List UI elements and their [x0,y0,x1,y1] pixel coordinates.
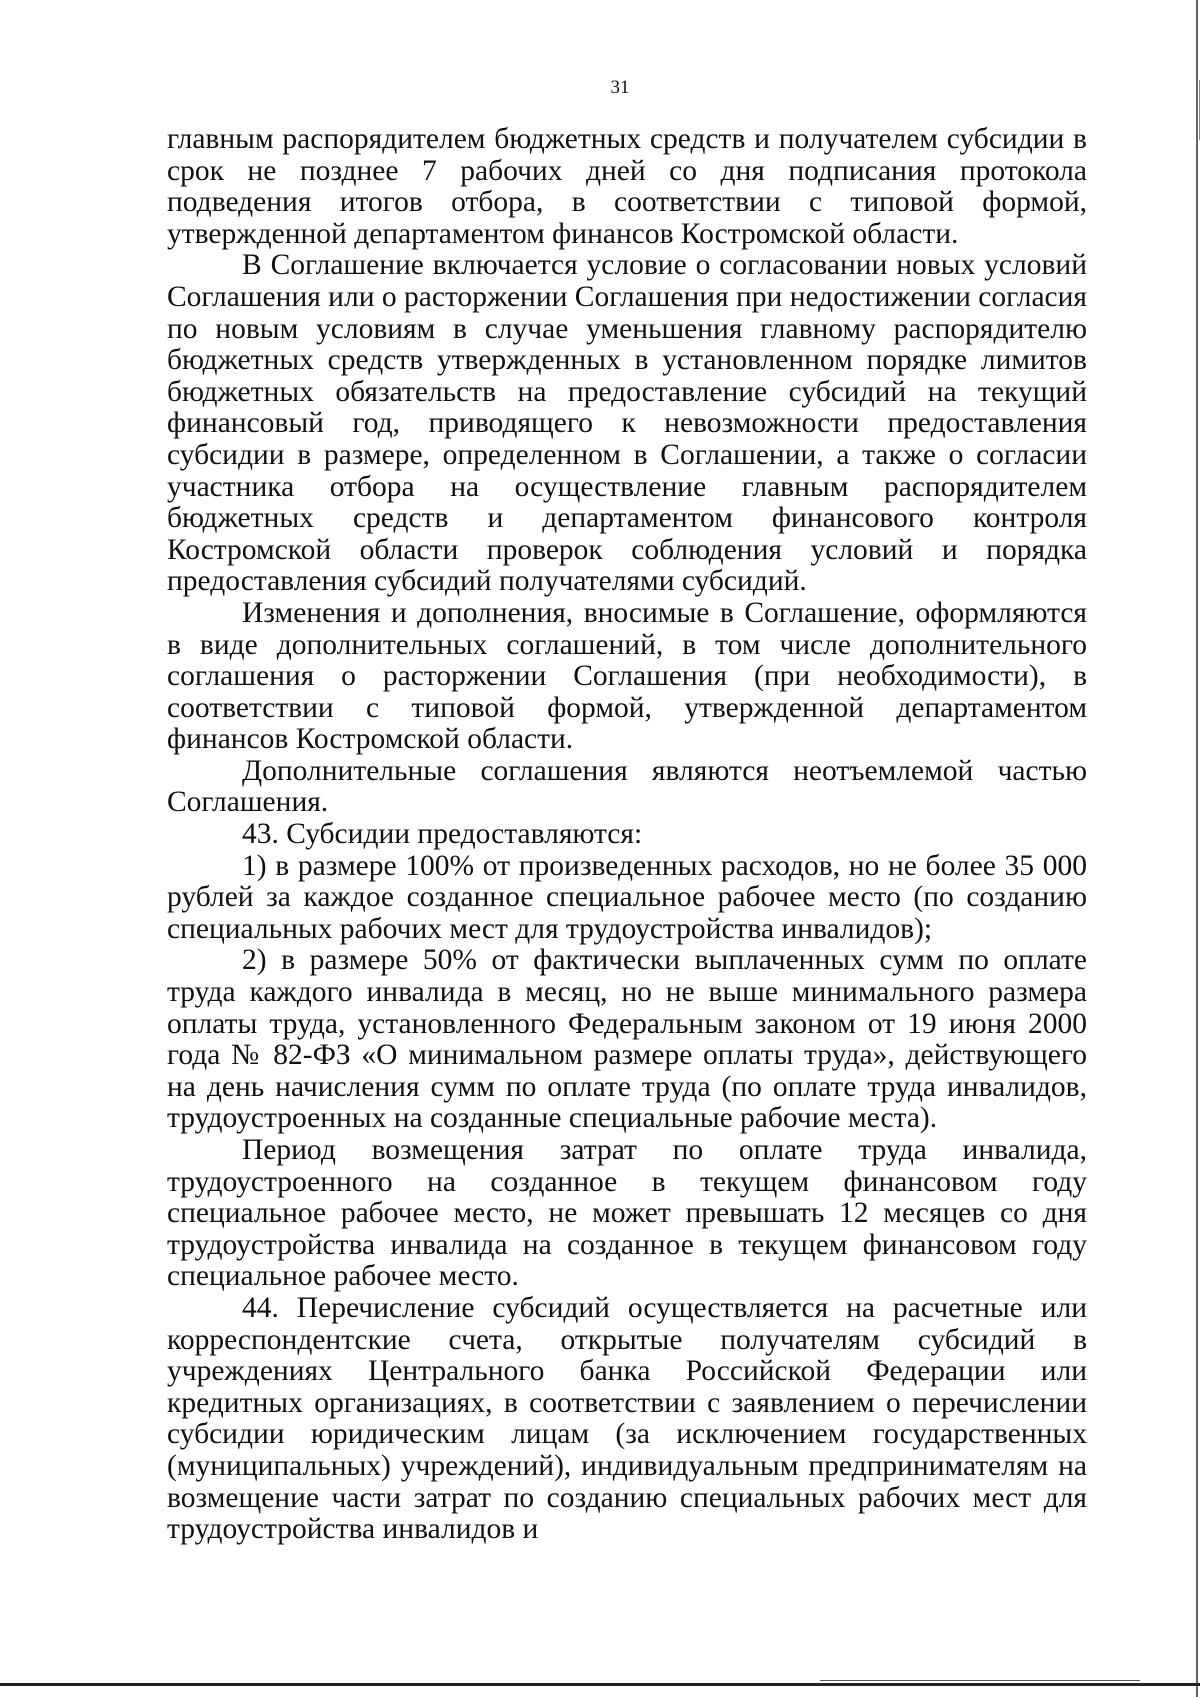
scan-bottom-thin-line [820,1680,1140,1681]
paragraph-amendments: Изменения и дополнения, вносимые в Соглашение, оформляются в виде дополнительных соглашений, в том числе дополнительного соглашения о расторжении Соглашения (при необходимости), в соответствии с типовой формой, утвержденной департаментом финансов Костромской области. [167,596,1087,756]
paragraph-item-43-subitem-1: 1) в размере 100% от произведенных расходов, но не более 35 000 рублей за каждое созданное специальное рабочее место (по созданию специальных рабочих мест для трудоустройства инвалидов); [167,849,1087,945]
paragraph-item-43-subitem-2: 2) в размере 50% от фактически выплаченных сумм по оплате труда каждого инвалида в месяц, но не выше минимального размера оплаты труда, установленного Федеральным законом от 19 июня 2000 года № 82-ФЗ «О минимальном размере оплаты труда», действующего на день начисления сумм по оплате труда (по оплате труда инвалидов, трудоустроенных на созданные специальные рабочие места). [167,944,1087,1135]
paragraph-item-43-heading: 43. Субсидии предоставляются: [242,818,643,851]
scan-edge-line [1196,0,1198,1697]
paragraph-reimbursement-period: Период возмещения затрат по оплате труда инвалида, трудоустроенного на созданное в текущем финансовом году специальное рабочее место, не может превышать 12 месяцев со дня трудоустройства инвалида на созданное в текущем финансовом году специальное рабочее место. [167,1134,1087,1293]
paragraph-additional-agreements: Дополнительные соглашения являются неотъемлемой частью Соглашения. [167,754,1087,819]
paragraph-agreement-deadline: главным распорядителем бюджетных средств и получателем субсидии в срок не позднее 7 рабочих дней со дня подписания протокола подведения итогов отбора, в соответствии с типовой формой, утвержденной департаментом финансов Костромской области. [167,123,1087,250]
paragraph-item-44: 44. Перечисление субсидий осуществляется на расчетные или корреспондентские счета, открытые получателям субсидий в учреждениях Центрального банка Российской Федерации или кредитных организациях, в соответствии с заявлением о перечислении субсидии юридическим лицам (за исключением государственных (муниципальных) учреждений), индивидуальным предпринимателям на возмещение части затрат по созданию специальных рабочих мест для трудоустройства инвалидов и [167,1291,1087,1546]
document-body [167,124,1087,1546]
page-number: 31 [610,77,630,98]
scan-bottom-line [0,1683,1200,1686]
paragraph-agreement-conditions: В Соглашение включается условие о согласовании новых условий Соглашения или о расторжении Соглашения при недостижении согласия по новым условиям в случае уменьшения главному распорядителю бюджетных средств утвержденных в установленном порядке лимитов бюджетных обязательств на предоставление субсидий на текущий финансовый год, приводящего к невозможности предоставления субсидии в размере, определенном в Соглашении, а также о согласии участника отбора на осуществление главным распорядителем бюджетных средств и департаментом финансового контроля Костромской области проверок соблюдения условий и порядка предоставления субсидий получателями субсидий. [167,249,1087,598]
